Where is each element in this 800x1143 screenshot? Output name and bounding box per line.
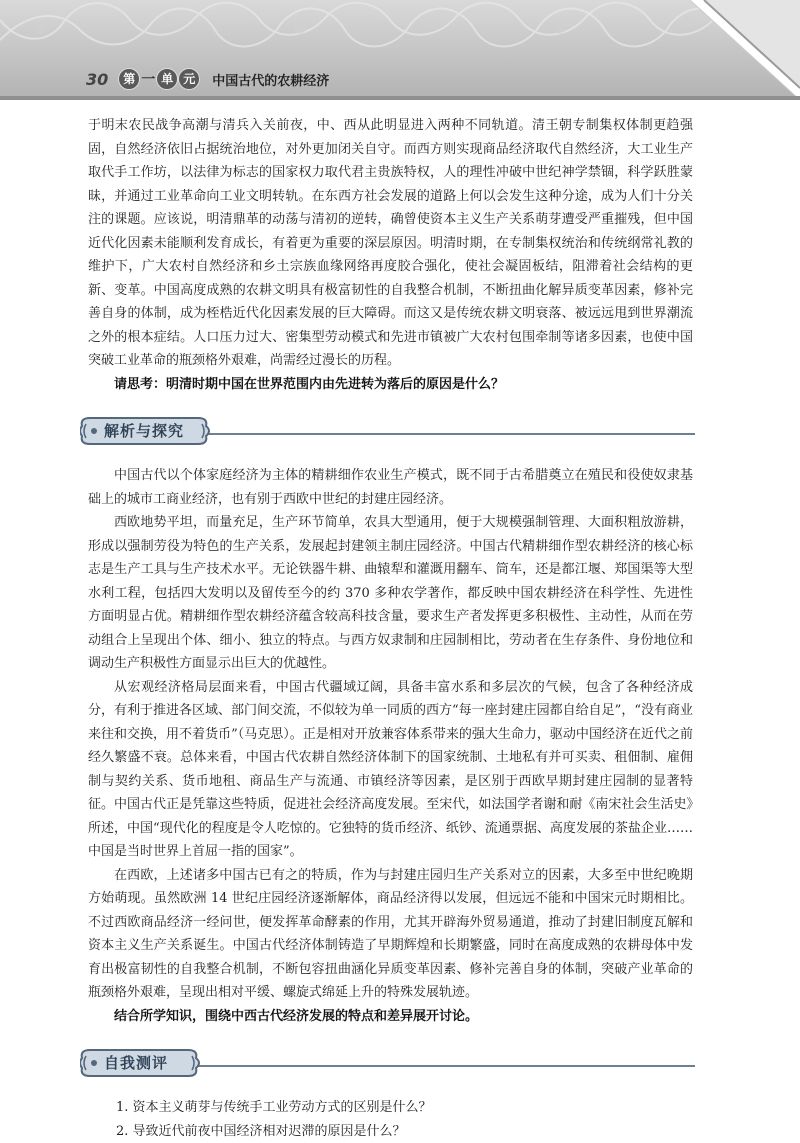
list-item: 1. 资本主义萌芽与传统手工业劳动方式的区别是什么？ <box>88 1096 693 1120</box>
section-rule <box>190 433 695 435</box>
unit-char-3: 元 <box>178 68 200 90</box>
analysis-paragraph: 在西欧，上述诸多中国古已有之的特质，作为与封建庄园归生产关系对立的因素，大多至中世纪晚期方始萌现。虽然欧洲 14 世纪庄园经济逐渐解体，商品经济得以发展，但远远不能和中国宋元时期相比。不过西欧商品经济一经问世，便发挥革命酵素的作用，尤其开辟海外贸易通道，推动了封建旧制度瓦解和资本主义生产关系诞生。中国古代经济体制铸造了早期辉煌和长期繁盛，同时在高度成熟的农耕母体中发育出极富韧性的自我整合机制，不断包容扭曲涵化异质变革因素、修补完善自身的体制，突破产业革命的瓶颈格外艰难，呈现出相对平缓、螺旋式绵延上升的特殊发展轨迹。 <box>88 864 693 1005</box>
page-content <box>88 114 693 1143</box>
unit-char-1: 第 <box>118 68 140 90</box>
analysis-paragraph: 中国古代以个体家庭经济为主体的精耕细作农业生产模式，既不同于古希腊奠立在殖民和役使奴隶基础上的城市工商业经济，也有别于西欧中世纪的封建庄园经济。 <box>88 464 693 511</box>
section-rule <box>190 1065 695 1067</box>
reflection-question: 请思考：明清时期中国在世界范围内由先进转为落后的原因是什么？ <box>88 373 693 397</box>
unit-char-2: 单 <box>156 68 178 90</box>
discussion-prompt: 结合所学知识，围绕中西古代经济发展的特点和差异展开讨论。 <box>88 1005 693 1029</box>
analysis-paragraph: 西欧地势平坦，而量充足，生产环节简单，农具大型通用，便于大规模强制管理、大面积粗放游耕，形成以强制劳役为特色的生产关系，发展起封建领主制庄园经济。中国古代精耕细作型农耕经济的核心标志是生产工具与生产技术水平。无论铁器牛耕、曲辕犁和灌溉用翻车、筒车，还是都江堰、郑国渠等大型水利工程，包括四大发明以及留传至今的约 370 多种农学著作，都反映中国农耕经济在科学性、先进性方面明显占优。精耕细作型农耕经济蕴含较高科技含量，要求生产者发挥更多积极性、主动性，从而在劳动组合上呈现出个体、细小、独立的特点。与西方奴隶制和庄园制相比，劳动者在生存条件、身份地位和调动生产积极性方面显示出巨大的优越性。 <box>88 511 693 676</box>
intro-paragraph: 于明末农民战争高潮与清兵入关前夜，中、西从此明显进入两种不同轨道。清王朝专制集权体制更趋强固，自然经济依旧占据统治地位，对外更加闭关自守。而西方则实现商品经济取代自然经济，大工业生产取代手工作坊，以法律为标志的国家权力取代君主贵族特权，人的理性冲破中世纪神学禁锢，科学跃胜蒙昧，并通过工业革命向工业文明转轨。在东西方社会发展的道路上何以会发生这种分途，成为人们十分关注的课题。应该说，明清鼎革的动荡与清初的逆转，确曾使资本主义生产关系萌芽遭受严重摧残，但中国近代化因素未能顺利发育成长，有着更为重要的深层原因。明清时期，在专制集权统治和传统纲常礼教的维护下，广大农村自然经济和乡土宗族血缘网络再度胶合强化，使社会凝固板结，阻滞着社会结构的更新、变革。中国高度成熟的农耕文明具有极富韧性的自我整合机制，不断扭曲化解异质变革因素，修补完善自身的体制，成为桎梏近代化因素发展的巨大障碍。而这又是传统农耕文明衰落、被远远甩到世界潮流之外的根本症结。人口压力过大、密集型劳动模式和先进市镇被广大农村包围牵制等诸多因素，也使中国突破工业革命的瓶颈格外艰难，尚需经过漫长的历程。 <box>88 114 693 373</box>
unit-badge <box>118 68 200 90</box>
self-test-section-header <box>80 1044 695 1084</box>
running-header <box>86 66 329 92</box>
corner-ornament <box>650 0 800 100</box>
analysis-heading: 解析与探究 <box>104 420 184 441</box>
analysis-section-header <box>80 412 695 452</box>
page-number: 30 <box>86 70 108 89</box>
list-item: 2. 导致近代前夜中国经济相对迟滞的原因是什么？ <box>88 1120 693 1143</box>
self-test-heading: 自我测评 <box>104 1052 168 1073</box>
page-header-band <box>0 0 800 100</box>
header-divider <box>0 96 800 100</box>
self-test-questions <box>88 1096 693 1143</box>
chapter-title: 中国古代的农耕经济 <box>212 70 329 89</box>
unit-number: 一 <box>141 69 155 89</box>
analysis-paragraph: 从宏观经济格局层面来看，中国古代疆域辽阔，具备丰富水系和多层次的气候，包含了各种经济成分，有利于推进各区域、部门间交流，不似较为单一同质的西方“每一座封建庄园都自给自足”，“没有商业来往和交换，用不着货币”（马克思）。正是相对开放兼容体系带来的强大生命力，驱动中国经济在近代之前经久繁盛不衰。总体来看，中国古代农耕自然经济体制下的国家统制、土地私有并可买卖、租佃制、雇佣制与契约关系、货币地租、商品生产与流通、市镇经济等因素，是区别于西欧早期封建庄园制的显著特征。中国古代正是凭靠这些特质，促进社会经济高度发展。至宋代，如法国学者谢和耐《南宋社会生活史》所述，中国“现代化的程度是令人吃惊的。它独特的货币经济、纸钞、流通票据、高度发展的茶盐企业……中国是当时世界上首屈一指的国家”。 <box>88 676 693 864</box>
